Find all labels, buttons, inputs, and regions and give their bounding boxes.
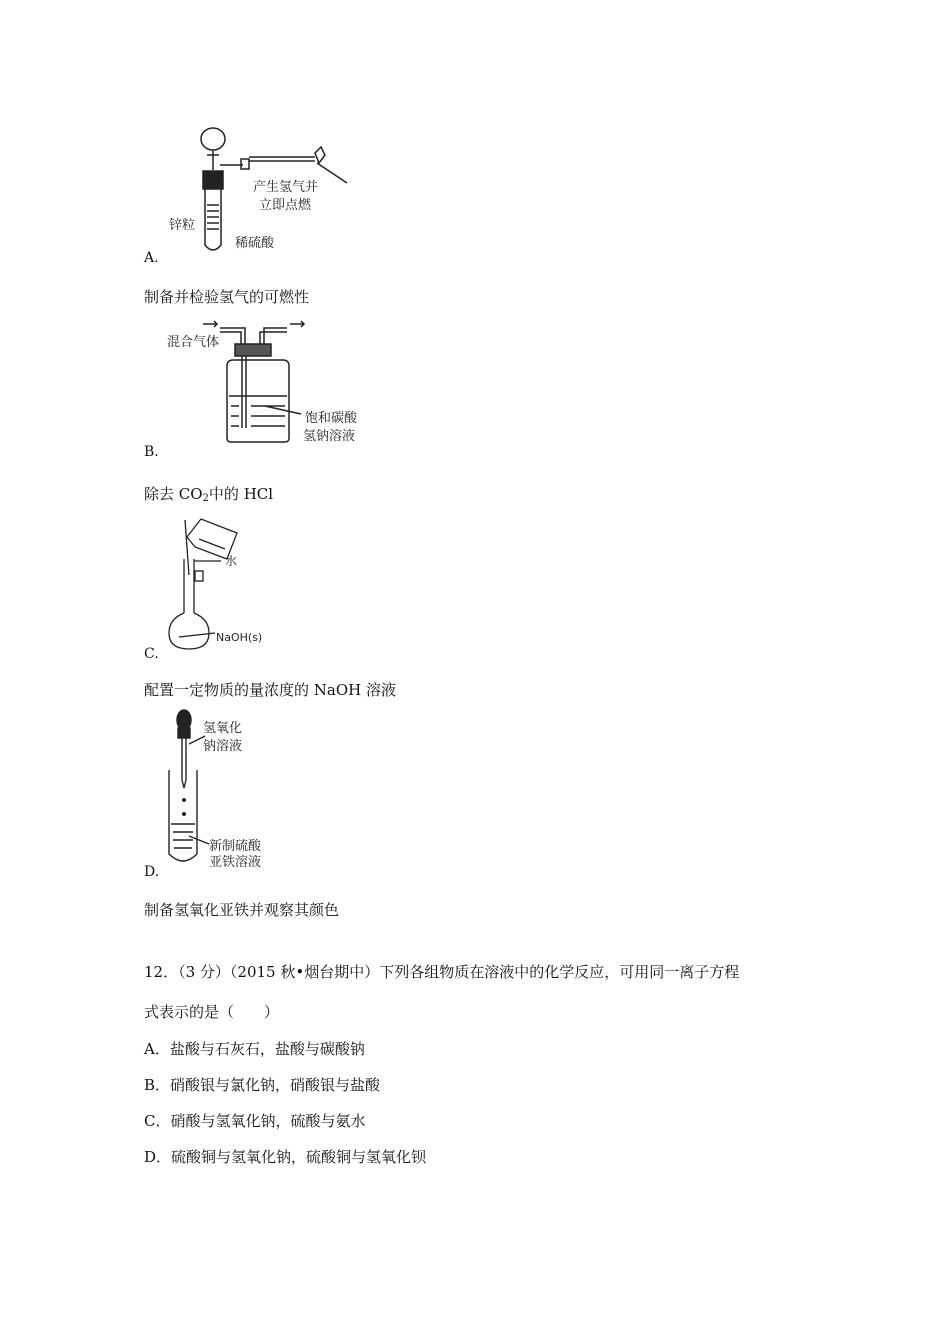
question-12-stem-line-1: 12．（3 分）（2015 秋•烟台期中）下列各组物质在溶液中的化学反应，可用同一离子方程 [144,963,740,981]
fig-d-reagent-label-2: 钠溶液 [203,739,243,754]
fig-d-solution-label-1: 新制硫酸 [209,839,262,854]
option-b-caption: 除去 $CO_2$中的 HCl [144,485,274,504]
fig-b-mixed-gas-label: 混合气体 [167,335,220,350]
fig-a-zinc-label: 锌粒 [169,218,196,233]
fig-c-naoh-label: NaOH(s) [216,631,263,644]
question-12-stem-line-2: 式表示的是（ ） [144,1003,280,1021]
option-c-letter: C. [144,646,159,662]
option-c-caption: 配置一定物质的量浓度的 NaOH 溶液 [144,681,396,699]
fig-b-solution-label-2: 氢钠溶液 [303,429,356,444]
figure-d-dropper-test-tube [165,708,285,868]
option-d-letter: D. [144,864,160,880]
figure-a-hydrogen-apparatus [165,125,365,260]
fig-a-gas-label-1: 产生氢气并 [253,180,319,195]
fig-a-acid-label: 稀硫酸 [235,236,275,251]
fig-d-reagent-label-1: 氢氧化 [203,721,243,736]
question-12-option-d: D．硫酸铜与氢氧化钠，硫酸铜与氢氧化钡 [144,1148,427,1166]
option-a-letter: A. [144,250,159,266]
question-12-option-a: A．盐酸与石灰石，盐酸与碳酸钠 [144,1040,365,1058]
option-b-letter: B. [144,444,159,460]
option-a-caption: 制备并检验氢气的可燃性 [144,288,310,306]
fig-c-water-label: 水 [225,554,238,568]
fig-a-gas-label-2: 立即点燃 [259,198,312,213]
figure-c-volumetric-flask [165,515,285,655]
fig-b-solution-label-1: 饱和碳酸 [305,411,358,426]
fig-d-solution-label-2: 亚铁溶液 [209,855,262,868]
question-12-option-c: C．硝酸与氢氧化钠，硫酸与氨水 [144,1112,366,1130]
question-12-option-b: B．硝酸银与氯化钠，硝酸银与盐酸 [144,1076,381,1094]
option-d-caption: 制备氢氧化亚铁并观察其颜色 [144,901,340,919]
figure-b-gas-washing-bottle [165,318,375,450]
